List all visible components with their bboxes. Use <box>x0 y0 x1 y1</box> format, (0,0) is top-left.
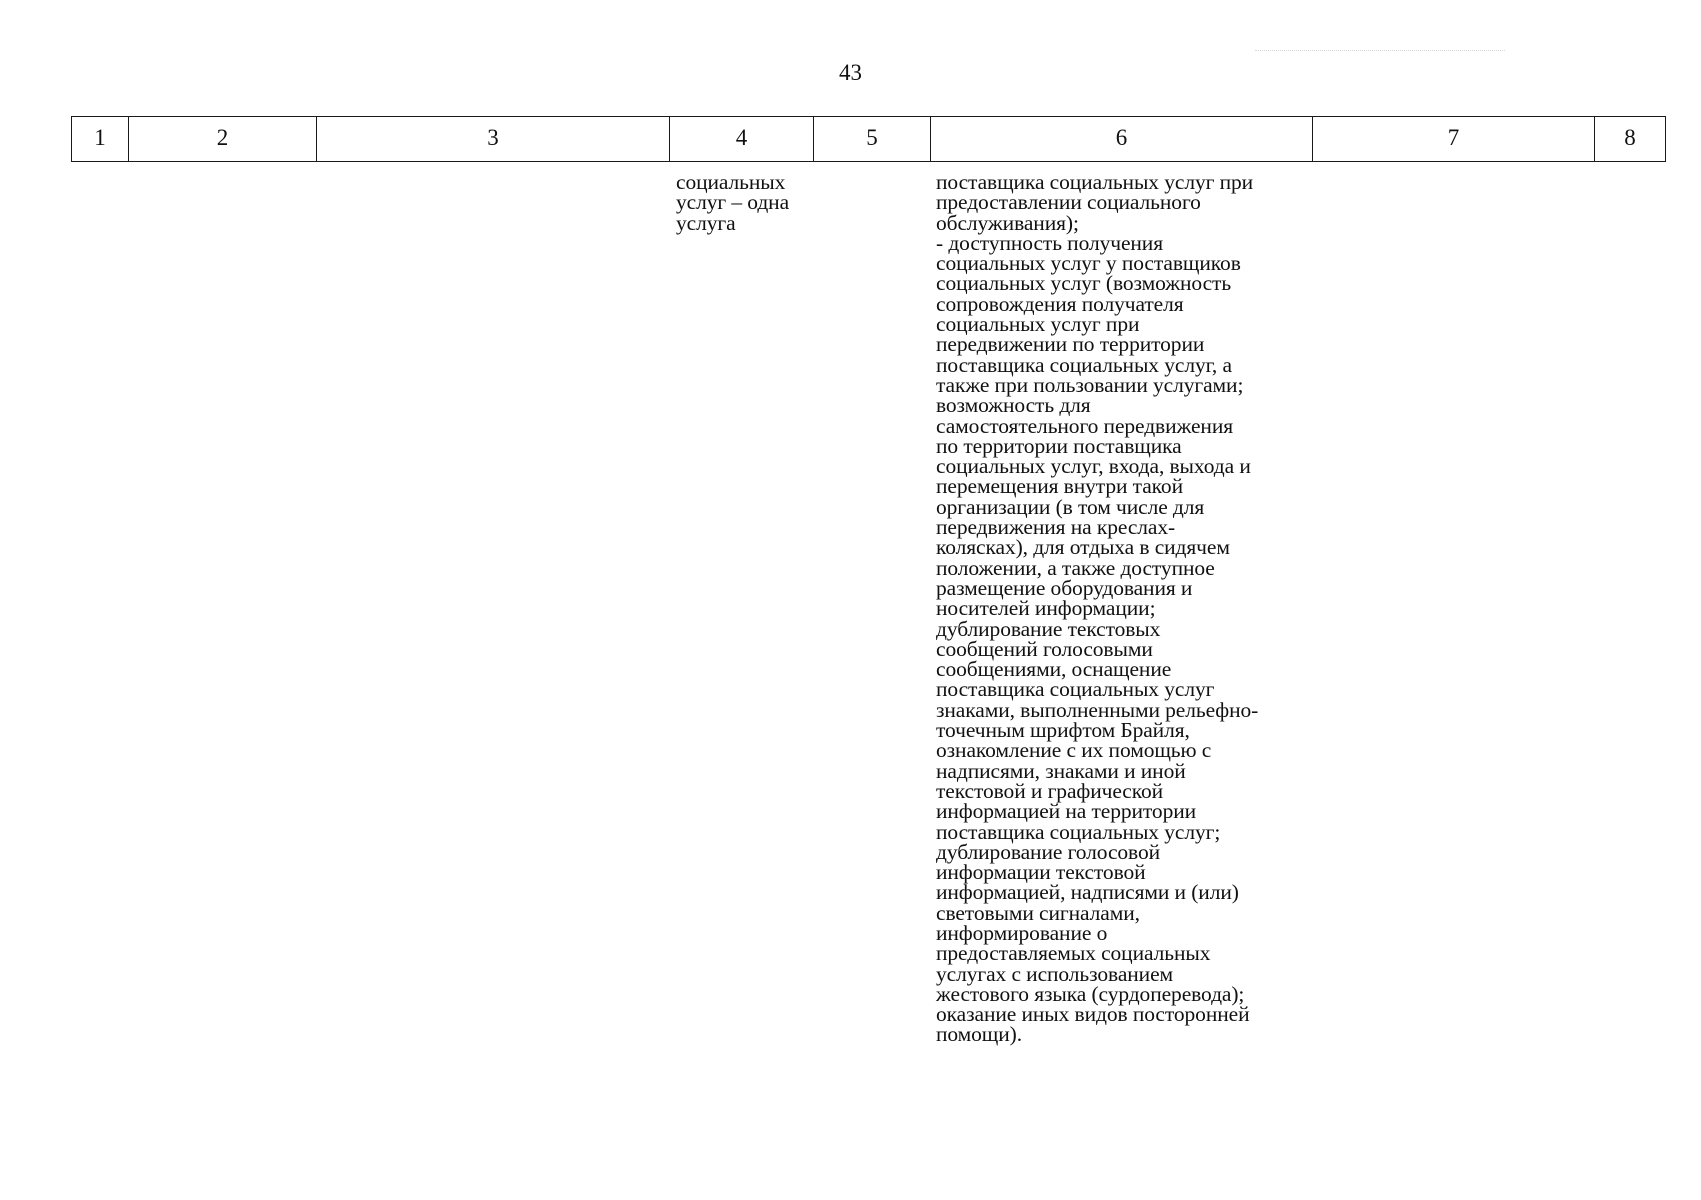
header-cell-8: 8 <box>1624 125 1636 150</box>
page-number: 43 <box>839 60 862 85</box>
header-cell-3: 3 <box>317 117 670 161</box>
table-cell-col4: социальных услуг – одна услуга <box>676 170 790 235</box>
faint-top-rule <box>1255 50 1505 51</box>
table-cell-col6: поставщика социальных услуг при предоставлении социального обслуживания); - доступность получения социальных услуг у поставщиков социальных услуг (возможность сопровождения получателя социальных услуг при передвижении по территории поставщика социальных услуг, а также при пользовании услугами; возможность для самостоятельного передвижения по территории поставщика социальных услуг, входа, выхода и перемещения внутри такой организации (в том числе для передвижения на креслах- колясках), для отдыха в сидячем положении, а также доступное размещение оборудования и носителей информации; дублирование текстовых сообщений голосовыми сообщениями, оснащение поставщика социальных услуг знаками, выполненными рельефно- точечным шрифтом Брайля, ознакомление с их помощью с надписями, знаками и иной текстовой и графической информацией на территории поставщика социальных услуг; дублирование голосовой информации текстовой информацией, надписями и (или) световыми сигналами, информирование о предоставляемых социальных услугах с использованием жестового языка (сурдоперевода); оказание иных видов посторонней помощи). <box>936 170 1259 1047</box>
header-cell-7: 7 <box>1313 117 1595 161</box>
header-cell-4: 4 <box>670 117 814 161</box>
header-cell-5: 5 <box>814 117 931 161</box>
header-cell-6: 6 <box>931 117 1313 161</box>
table-header-row <box>71 116 1666 162</box>
header-cell-1: 1 <box>72 117 129 161</box>
header-cell-2: 2 <box>129 117 317 161</box>
